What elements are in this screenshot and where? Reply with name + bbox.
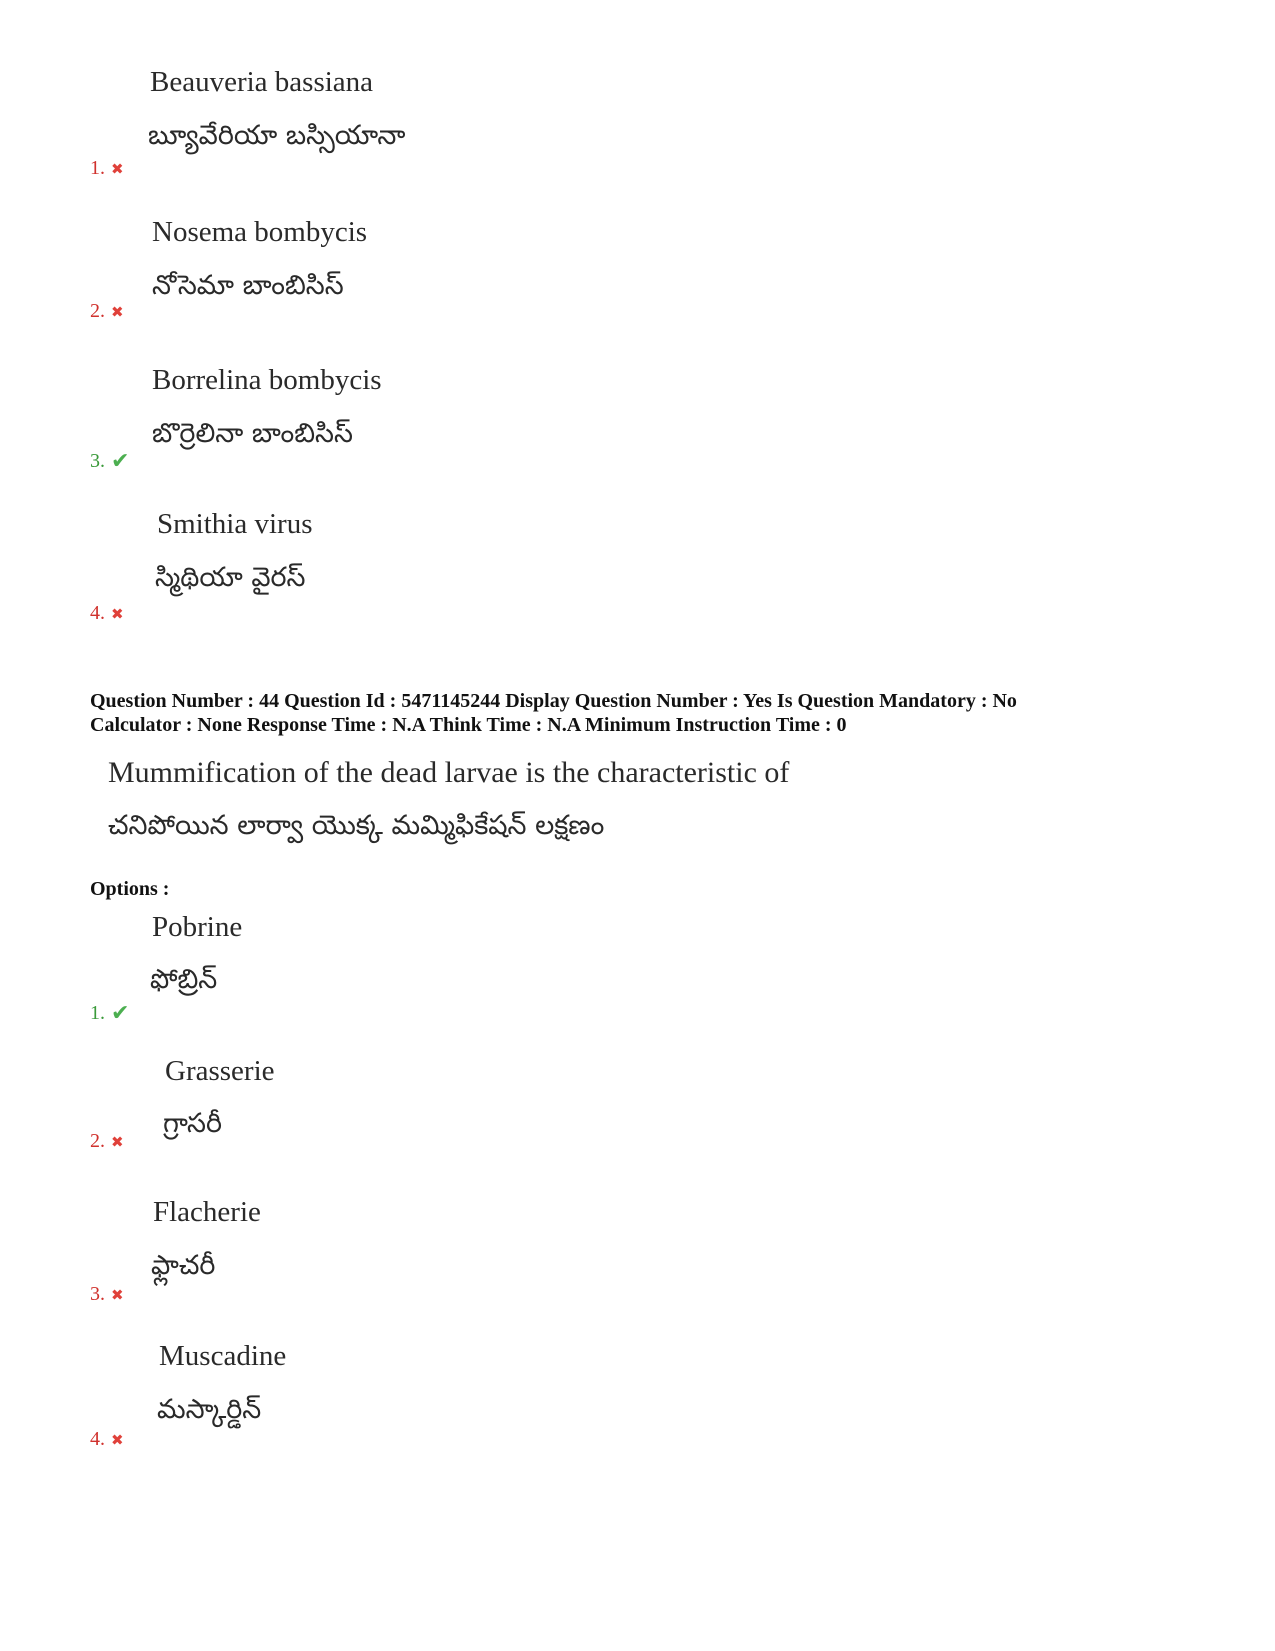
q44-option-3-number: 3. <box>90 1283 105 1305</box>
q44-option-3-english: Flacherie <box>153 1196 261 1228</box>
option-4-marker <box>90 602 124 625</box>
option-3-english: Borrelina bombycis <box>152 364 382 396</box>
q44-option-4-number: 4. <box>90 1428 105 1450</box>
cross-icon: ✖ <box>111 302 124 321</box>
q44-option-1-number: 1. <box>90 1002 105 1024</box>
check-icon: ✔ <box>111 448 130 474</box>
q44-option-1-english: Pobrine <box>152 911 243 943</box>
question-text-english: Mummification of the dead larvae is the characteristic of <box>108 756 790 789</box>
q44-option-2-english: Grasserie <box>165 1055 275 1087</box>
q44-option-3-marker <box>90 1283 124 1306</box>
cross-icon: ✖ <box>111 1285 124 1304</box>
option-3-telugu: బొర్రెలినా బాంబిసిస్ <box>152 418 353 449</box>
option-3-number: 3. <box>90 450 105 472</box>
q44-option-4-english: Muscadine <box>159 1340 287 1372</box>
cross-icon: ✖ <box>111 159 124 178</box>
q44-option-2-telugu: గ్రాసరీ <box>163 1108 222 1139</box>
option-1-telugu: బ్యూవేరియా బస్సియానా <box>148 120 406 151</box>
option-3-marker <box>90 450 129 473</box>
option-2-marker <box>90 300 124 323</box>
q44-option-2-number: 2. <box>90 1130 105 1152</box>
q44-option-1-telugu: ఫోబ్రిన్ <box>150 964 218 995</box>
option-4-number: 4. <box>90 602 105 624</box>
cross-icon: ✖ <box>111 1430 124 1449</box>
q44-option-4-telugu: మస్కార్డిన్ <box>157 1394 262 1425</box>
option-4-telugu: స్మిథియా వైరస్ <box>155 562 306 593</box>
question-meta-line-1: Question Number : 44 Question Id : 5471145244 Display Question Number : Yes Is Question Mandatory : No <box>90 690 1017 712</box>
option-2-telugu: నోసెమా బాంబిసిస్ <box>152 270 344 301</box>
option-4-english: Smithia virus <box>157 508 313 540</box>
option-1-english: Beauveria bassiana <box>150 66 374 98</box>
q44-option-2-marker <box>90 1130 124 1153</box>
question-meta-line-2: Calculator : None Response Time : N.A Think Time : N.A Minimum Instruction Time : 0 <box>90 714 847 736</box>
q44-option-1-marker <box>90 1002 129 1025</box>
option-2-number: 2. <box>90 300 105 322</box>
cross-icon: ✖ <box>111 1132 124 1151</box>
option-1-number: 1. <box>90 157 105 179</box>
q44-option-4-marker <box>90 1428 124 1451</box>
cross-icon: ✖ <box>111 604 124 623</box>
check-icon: ✔ <box>111 1000 130 1026</box>
options-label: Options : <box>90 878 170 900</box>
q44-option-3-telugu: ఫ్లాచరీ <box>151 1250 216 1281</box>
question-text-telugu: చనిపోయిన లార్వా యొక్క మమ్మిఫికేషన్ లక్షణం <box>108 810 605 841</box>
option-1-marker <box>90 157 124 180</box>
option-2-english: Nosema bombycis <box>152 216 368 248</box>
